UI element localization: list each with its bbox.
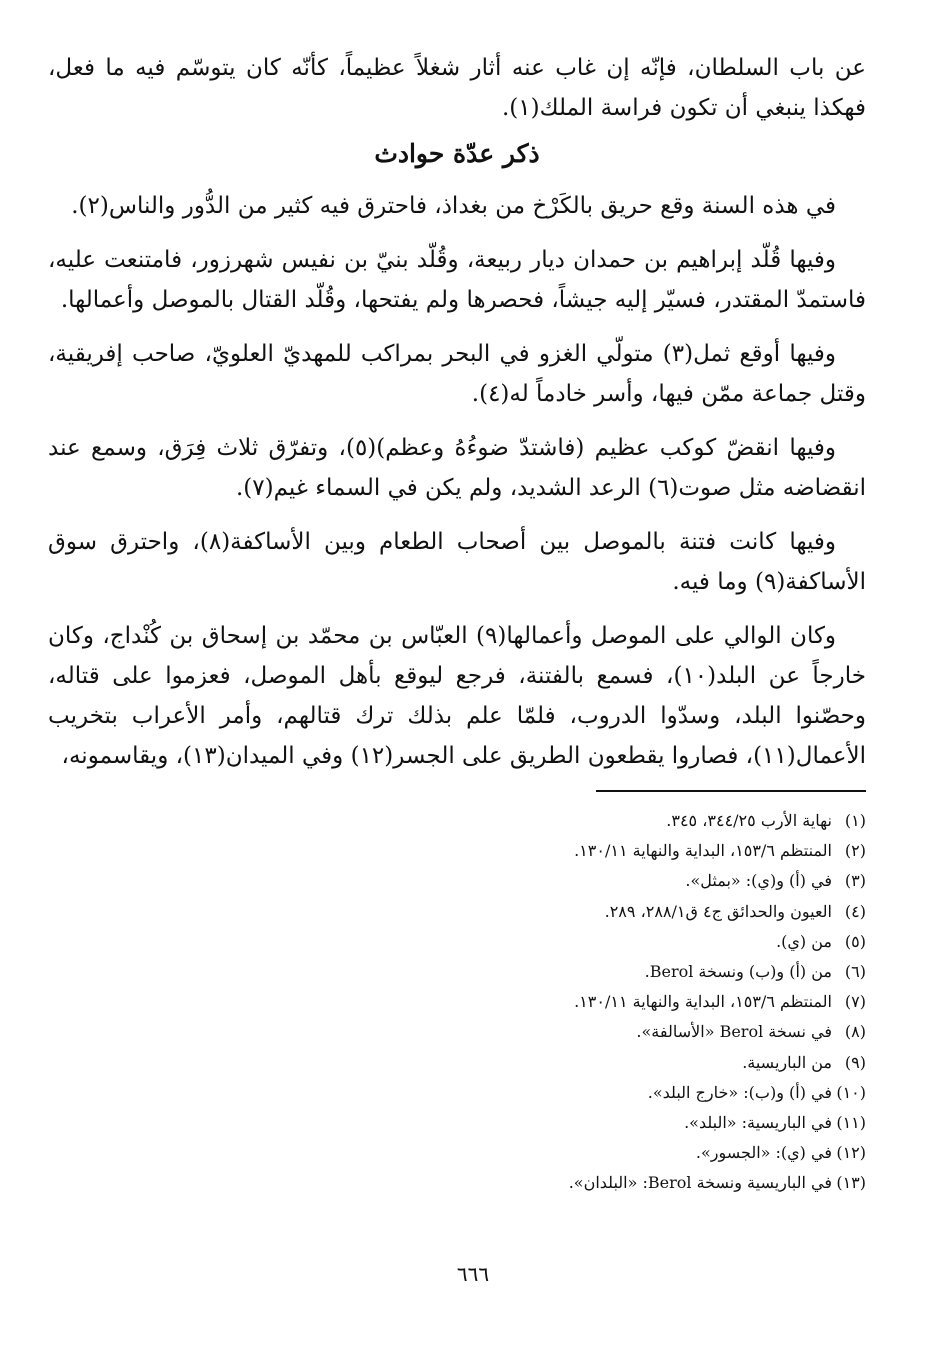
footnote: [48, 987, 866, 1017]
footnote-text: من الباريسية.: [742, 1052, 832, 1072]
footnote: [48, 897, 866, 927]
footnote-number: (٢): [844, 841, 866, 861]
footnote: [48, 1017, 866, 1047]
footnote-number: (١٢): [836, 1143, 866, 1163]
footnote-text: في الباريسية: «البلد».: [684, 1113, 832, 1133]
footnote-text: في (أ) و(ي): «بمثل».: [685, 871, 832, 891]
footnote-text: في (أ) و(ب): «خارج البلد».: [647, 1082, 832, 1102]
footnote: [48, 866, 866, 896]
paragraph: وفيها انقضّ كوكب عظيم (فاشتدّ ضوءُهُ وعظم)(٥)، وتفرّق ثلاث فِرَق، وسمع عند انقضاضه مثل صوت(٦) الرعد الشديد، ولم يكن في السماء غيم(٧).: [48, 435, 866, 501]
footnote: [48, 957, 866, 987]
footnote-number: (١): [844, 811, 866, 830]
footnote-number: (٥): [844, 931, 866, 951]
paragraph: وفيها كانت فتنة بالموصل بين أصحاب الطعام وبين الأساكفة(٨)، واحترق سوق الأساكفة(٩) وما فيه.: [48, 529, 866, 595]
footnote-number: (٦): [844, 962, 866, 982]
paragraph-continued: عن باب السلطان، فإنّه إن غاب عنه أثار شغلاً عظيماً، كأنّه كان يتوسّم فيه ما فعل، فهكذا ينبغي أن تكون فراسة الملك(١).: [48, 55, 866, 121]
footnote-text: في الباريسية ونسخة Berol: «البلدان».: [568, 1173, 832, 1193]
footnote-number: (٤): [844, 901, 866, 921]
footnote: [48, 1138, 866, 1168]
footnote-text: من (ي).: [776, 931, 832, 951]
page-number: ٦٦٦: [456, 1262, 490, 1286]
footnote: [48, 1108, 866, 1138]
footnote: [48, 1168, 866, 1198]
footnotes-list: [48, 806, 866, 1199]
footnote-text: المنتظم ١٥٣/٦، البداية والنهاية ١٣٠/١١.: [574, 992, 832, 1012]
paragraph: في هذه السنة وقع حريق بالكَرْخ من بغداذ، فاحترق فيه كثير من الدُّور والناس(٢).: [71, 193, 836, 219]
footnote: [48, 806, 866, 836]
footnote-number: (٨): [844, 1022, 866, 1042]
footnote-number: (١٣): [836, 1173, 866, 1193]
footnote-number: (٧): [844, 992, 866, 1012]
footnote-separator: [596, 790, 866, 792]
footnote: [48, 1078, 866, 1108]
footnote-text: في نسخة Berol «الأسالفة».: [636, 1022, 832, 1042]
footnote-text: المنتظم ١٥٣/٦، البداية والنهاية ١٣٠/١١.: [574, 841, 832, 861]
footnote-number: (١١): [836, 1113, 866, 1133]
paragraph: وفيها أوقع ثمل(٣) متولّي الغزو في البحر بمراكب للمهديّ العلويّ، صاحب إفريقية، وقتل جماعة ممّن فيها، وأسر خادماً له(٤).: [48, 341, 866, 407]
footnote-text: من (أ) و(ب) ونسخة Berol.: [644, 962, 832, 982]
paragraph: وفيها قُلّد إبراهيم بن حمدان ديار ربيعة، وقُلّد بنيّ بن نفيس شهرزور، فامتنعت عليه، فاستمدّ المقتدر، فسيّر إليه جيشاً، فحصرها ولم يفتحها، وقُلّد القتال بالموصل وأعمالها.: [48, 247, 866, 313]
footnote: [48, 1048, 866, 1078]
main-text: [48, 48, 866, 776]
footnote: [48, 927, 866, 957]
section-heading: ذكر عدّة حوادث: [374, 139, 540, 168]
footnote-number: (٩): [844, 1052, 866, 1072]
footnote-number: (٣): [844, 871, 866, 891]
footnote-text: العيون والحدائق ج٤ ق٢٨٨/١، ٢٨٩.: [604, 901, 832, 921]
footnote-text: نهاية الأرب ٣٤٤/٢٥، ٣٤٥.: [666, 811, 832, 830]
footnote: [48, 836, 866, 866]
paragraph: وكان الوالي على الموصل وأعمالها(٩) العبّاس بن محمّد بن إسحاق بن كُنْداج، وكان خارجاً عن البلد(١٠)، فسمع بالفتنة، فرجع ليوقع بأهل الموصل، فعزموا على قتاله، وحصّنوا البلد، وسدّوا الدروب، فلمّا علم بذلك ترك قتالهم، وأمر الأعراب بتخريب الأعمال(١١)، فصاروا يقطعون الطريق على الجسر(١٢) وفي الميدان(١٣)، ويقاسمونه،: [48, 623, 866, 769]
footnote-text: في (ي): «الجسور».: [695, 1143, 832, 1163]
footnote-number: (١٠): [836, 1082, 866, 1102]
